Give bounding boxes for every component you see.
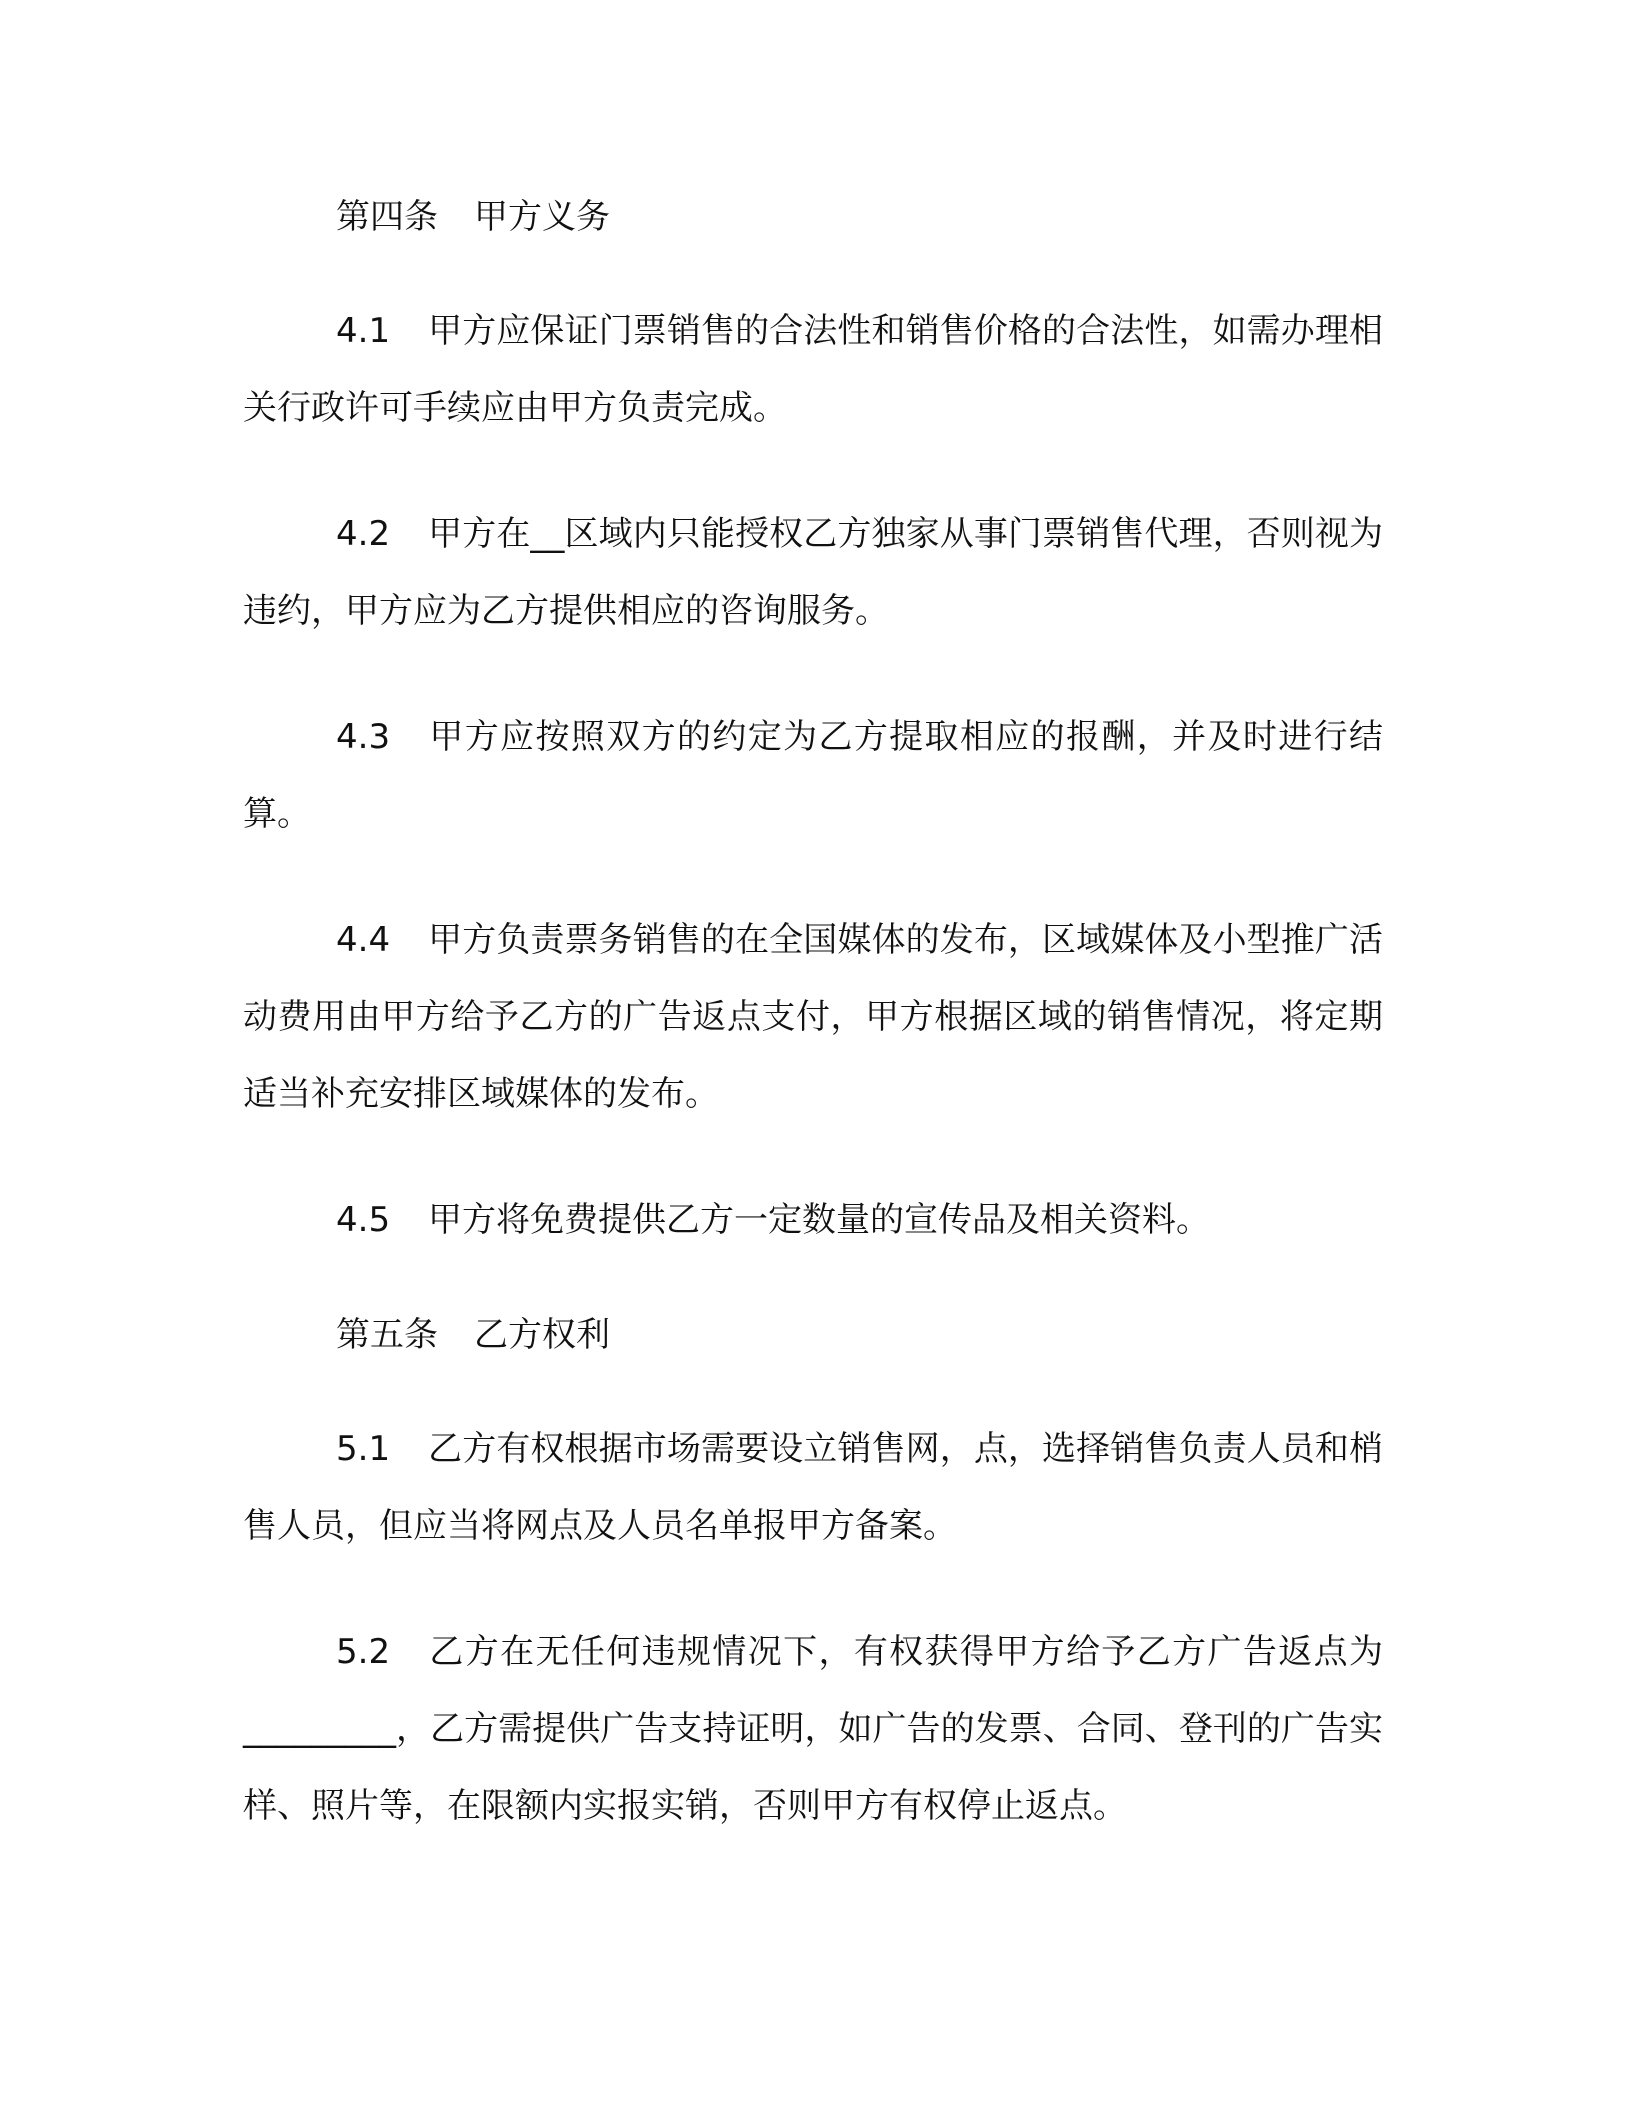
article-5-number: 第五条: [336, 1315, 438, 1355]
clause-text: 甲方负责票务销售的在全国媒体的发布，区域媒体及小型推广活动费用由甲方给予乙方的广告返点支付，甲方根据区域的销售情况，将定期适当补充安排区域媒体的发布。: [243, 920, 1383, 1114]
clause-4-4: [243, 902, 1383, 1133]
clause-number: 4.2: [336, 514, 391, 554]
clause-4-5: [243, 1182, 1383, 1259]
clause-number: 5.2: [336, 1632, 391, 1672]
article-4-title: 甲方义务: [474, 197, 610, 237]
clause-4-3: [243, 699, 1383, 853]
clause-4-2: [243, 496, 1383, 650]
clause-text: 甲方应保证门票销售的合法性和销售价格的合法性，如需办理相关行政许可手续应由甲方负责完成。: [243, 311, 1383, 428]
document-body: [243, 190, 1383, 1894]
article-4-heading: [243, 190, 1383, 244]
clause-number: 5.1: [336, 1429, 391, 1469]
article-5-title: 乙方权利: [474, 1315, 610, 1355]
clause-4-1: [243, 293, 1383, 447]
clause-text: 乙方有权根据市场需要设立销售网，点，选择销售负责人员和梢售人员，但应当将网点及人员名单报甲方备案。: [243, 1429, 1383, 1546]
clause-number: 4.1: [336, 311, 391, 351]
clause-text: 甲方将免费提供乙方一定数量的宣传品及相关资料。: [428, 1200, 1210, 1240]
clause-number: 4.4: [336, 920, 391, 960]
clause-number: 4.5: [336, 1200, 391, 1240]
clause-5-2: [243, 1614, 1383, 1845]
clause-text: 乙方在无任何违规情况下，有权获得甲方给予乙方广告返点为_________，乙方需提供广告支持证明，如广告的发票、合同、登刊的广告实样、照片等，在限额内实报实销，否则甲方有权停止返点。: [243, 1632, 1383, 1826]
clause-text: 甲方在__区域内只能授权乙方独家从事门票销售代理，否则视为违约，甲方应为乙方提供相应的咨询服务。: [243, 514, 1383, 631]
article-5-heading: [243, 1308, 1383, 1362]
article-4-number: 第四条: [336, 197, 438, 237]
clause-text: 甲方应按照双方的约定为乙方提取相应的报酬，并及时进行结算。: [243, 717, 1383, 834]
clause-5-1: [243, 1411, 1383, 1565]
clause-number: 4.3: [336, 717, 391, 757]
